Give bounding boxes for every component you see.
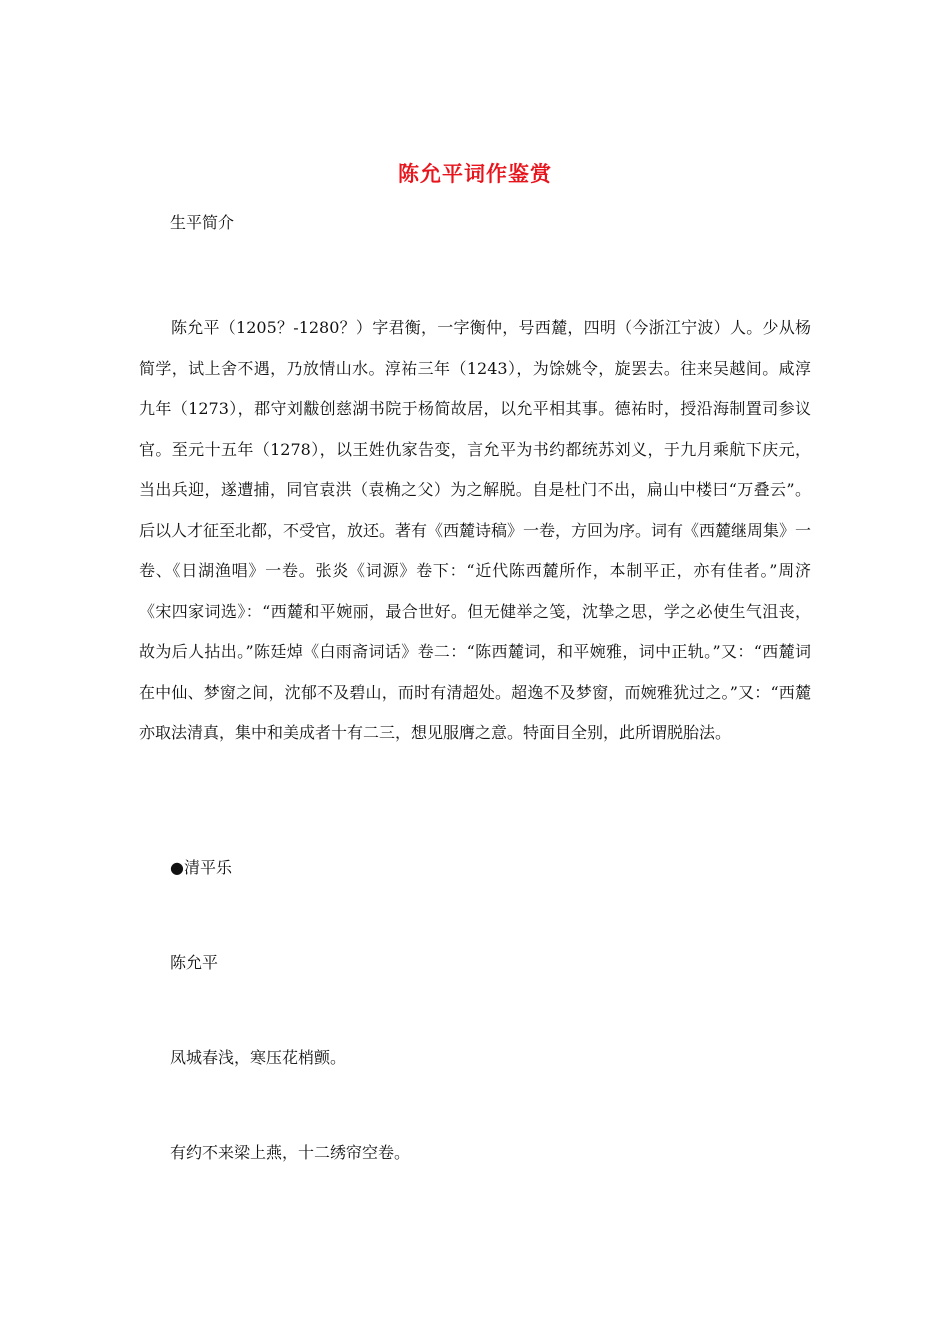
section-heading: 生平简介 xyxy=(170,213,235,232)
poem-title: ●清平乐 xyxy=(170,858,232,877)
poem-line-1: 凤城春浅，寒压花梢颤。 xyxy=(170,1048,347,1067)
biography-paragraph: 陈允平（1205？-1280？）字君衡，一字衡仲，号西麓，四明（今浙江宁波）人。少从杨简学，试上舍不遇，乃放情山水。淳祐三年（1243），为馀姚令，旋罢去。往来吴越间。咸淳九年（1273），郡守刘黻创慈湖书院于杨简故居，以允平相其事。德祐时，授沿海制置司参议官。至元十五年（1278），以王姓仇家告变，言允平为书约都统苏刘义，于九月乘航下庆元，当出兵迎，遂遭捕，同官袁洪（袁桷之父）为之解脱。自是杜门不出，扁山中楼曰“万叠云”。后以人才征至北都，不受官，放还。著有《西麓诗稿》一卷，方回为序。词有《西麓继周集》一卷、《日湖渔唱》一卷。张炎《词源》卷下：“近代陈西麓所作，本制平正，亦有佳者。”周济《宋四家词选》：“西麓和平婉丽，最合世好。但无健举之笺，沈挚之思，学之必使生气沮丧，故为后人拈出。”陈廷焯《白雨斋词话》卷二：“陈西麓词，和平婉雅，词中正轨。”又：“西麓词在中仙、梦窗之间，沈郁不及碧山，而时有清超处。超逸不及梦窗，而婉雅犹过之。”又：“西麓亦取法清真，集中和美成者十有二三，想见服膺之意。特面目全别，此所谓脱胎法。 xyxy=(139,318,812,742)
poem-line-2: 有约不来梁上燕，十二绣帘空卷。 xyxy=(170,1143,411,1162)
document-title: 陈允平词作鉴赏 xyxy=(398,161,552,186)
poem-author: 陈允平 xyxy=(170,953,219,972)
